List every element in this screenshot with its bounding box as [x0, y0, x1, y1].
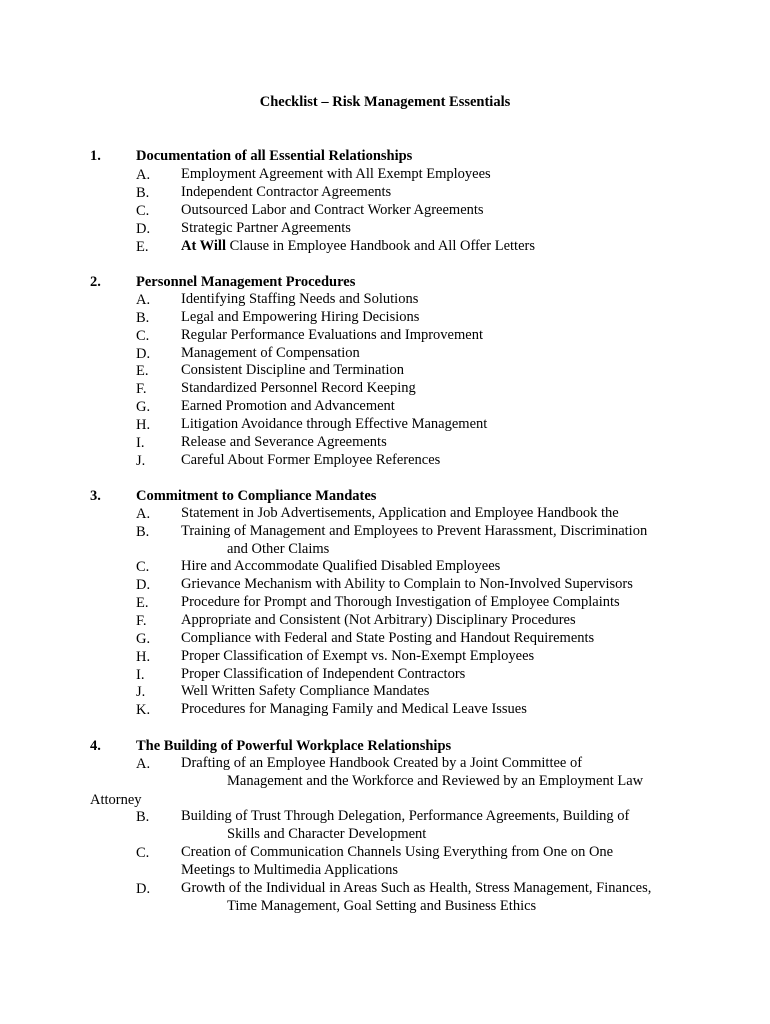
- item-letter: E.: [136, 363, 149, 379]
- item-letter: B.: [136, 185, 150, 201]
- item-letter: C.: [136, 559, 150, 575]
- list-item: Procedures for Managing Family and Medical Leave Issues: [181, 701, 527, 717]
- item-letter: E.: [136, 239, 149, 255]
- section-title: Personnel Management Procedures: [136, 274, 356, 290]
- list-item: [181, 844, 701, 880]
- item-letter: D.: [136, 221, 151, 237]
- item-text-line2: Time Management, Goal Setting and Business Ethics: [227, 897, 537, 914]
- item-letter: A.: [136, 756, 151, 772]
- section-number: 3.: [90, 488, 101, 504]
- item-letter: C.: [136, 845, 150, 861]
- list-item: Litigation Avoidance through Effective Management: [181, 416, 488, 432]
- list-item: Identifying Staffing Needs and Solutions: [181, 291, 419, 307]
- list-item: [181, 808, 701, 844]
- list-item: Standardized Personnel Record Keeping: [181, 380, 416, 396]
- section-number: 4.: [90, 738, 101, 754]
- list-item: [181, 880, 701, 916]
- item-letter: A.: [136, 292, 151, 308]
- item-letter: A.: [136, 506, 151, 522]
- item-text-line2: Skills and Character Development: [227, 825, 427, 842]
- list-item: [181, 238, 701, 256]
- item-letter: I.: [136, 667, 145, 683]
- list-item: Independent Contractor Agreements: [181, 184, 392, 200]
- list-item: Release and Severance Agreements: [181, 434, 387, 450]
- list-item: Hire and Accommodate Qualified Disabled Employees: [181, 558, 501, 574]
- item-letter: F.: [136, 381, 147, 397]
- section-title: Commitment to Compliance Mandates: [136, 488, 377, 504]
- list-item: Proper Classification of Independent Contractors: [181, 666, 466, 682]
- item-letter: H.: [136, 417, 151, 433]
- list-item: Careful About Former Employee References: [181, 452, 441, 468]
- item-letter: D.: [136, 577, 151, 593]
- list-item: Earned Promotion and Advancement: [181, 398, 395, 414]
- item-letter: B.: [136, 524, 150, 540]
- item-text-line2: Meetings to Multimedia Applications: [181, 861, 399, 878]
- item-letter: C.: [136, 328, 150, 344]
- item-letter: H.: [136, 649, 151, 665]
- list-item: Outsourced Labor and Contract Worker Agreements: [181, 202, 484, 218]
- section-number: 2.: [90, 274, 101, 290]
- list-item: [181, 523, 701, 559]
- list-item: Proper Classification of Exempt vs. Non-Exempt Employees: [181, 648, 535, 664]
- item-text-line2: Management and the Workforce and Reviewed by an Employment Law: [227, 772, 644, 789]
- item-letter: F.: [136, 613, 147, 629]
- list-item: Employment Agreement with All Exempt Employees: [181, 166, 491, 182]
- item-text-line1: Creation of Communication Channels Using Everything from One on One: [181, 844, 614, 860]
- list-item: Procedure for Prompt and Thorough Investigation of Employee Complaints: [181, 594, 620, 610]
- section-title: The Building of Powerful Workplace Relationships: [136, 738, 452, 754]
- section-title: Documentation of all Essential Relationships: [136, 148, 413, 164]
- item-letter: G.: [136, 399, 151, 415]
- list-item: Consistent Discipline and Termination: [181, 362, 405, 378]
- list-item: Compliance with Federal and State Posting and Handout Requirements: [181, 630, 595, 646]
- item-text-line2: and Other Claims: [227, 540, 330, 557]
- item-letter: K.: [136, 702, 151, 718]
- item-letter: C.: [136, 203, 150, 219]
- item-letter: B.: [136, 310, 150, 326]
- item-letter: B.: [136, 809, 150, 825]
- item-letter: D.: [136, 346, 151, 362]
- section-number: 1.: [90, 148, 101, 164]
- list-item: Management of Compensation: [181, 345, 360, 361]
- item-text: Clause in Employee Handbook and All Offer Letters: [226, 238, 535, 254]
- item-letter: D.: [136, 881, 151, 897]
- list-item: Legal and Empowering Hiring Decisions: [181, 309, 420, 325]
- list-item: [181, 755, 701, 791]
- list-item: Regular Performance Evaluations and Improvement: [181, 327, 483, 343]
- item-letter: I.: [136, 435, 145, 451]
- item-text-line1: Training of Management and Employees to Prevent Harassment, Discrimination: [181, 523, 648, 539]
- list-item: Well Written Safety Compliance Mandates: [181, 683, 430, 699]
- item-letter: E.: [136, 595, 149, 611]
- item-letter: J.: [136, 453, 146, 469]
- item-letter: J.: [136, 684, 146, 700]
- item-text-overflow: Attorney: [90, 792, 142, 808]
- item-text-line1: Building of Trust Through Delegation, Performance Agreements, Building of: [181, 808, 630, 824]
- item-letter: G.: [136, 631, 151, 647]
- item-text-line1: Growth of the Individual in Areas Such as Health, Stress Management, Finances,: [181, 880, 652, 896]
- list-item: Strategic Partner Agreements: [181, 220, 351, 236]
- bold-term: At Will: [181, 238, 226, 254]
- document-title: Checklist – Risk Management Essentials: [259, 94, 511, 110]
- list-item: Statement in Job Advertisements, Application and Employee Handbook the: [181, 505, 619, 521]
- item-letter: A.: [136, 167, 151, 183]
- list-item: Grievance Mechanism with Ability to Complain to Non-Involved Supervisors: [181, 576, 633, 592]
- item-text-line1: Drafting of an Employee Handbook Created by a Joint Committee of: [181, 755, 583, 771]
- list-item: Appropriate and Consistent (Not Arbitrary) Disciplinary Procedures: [181, 612, 576, 628]
